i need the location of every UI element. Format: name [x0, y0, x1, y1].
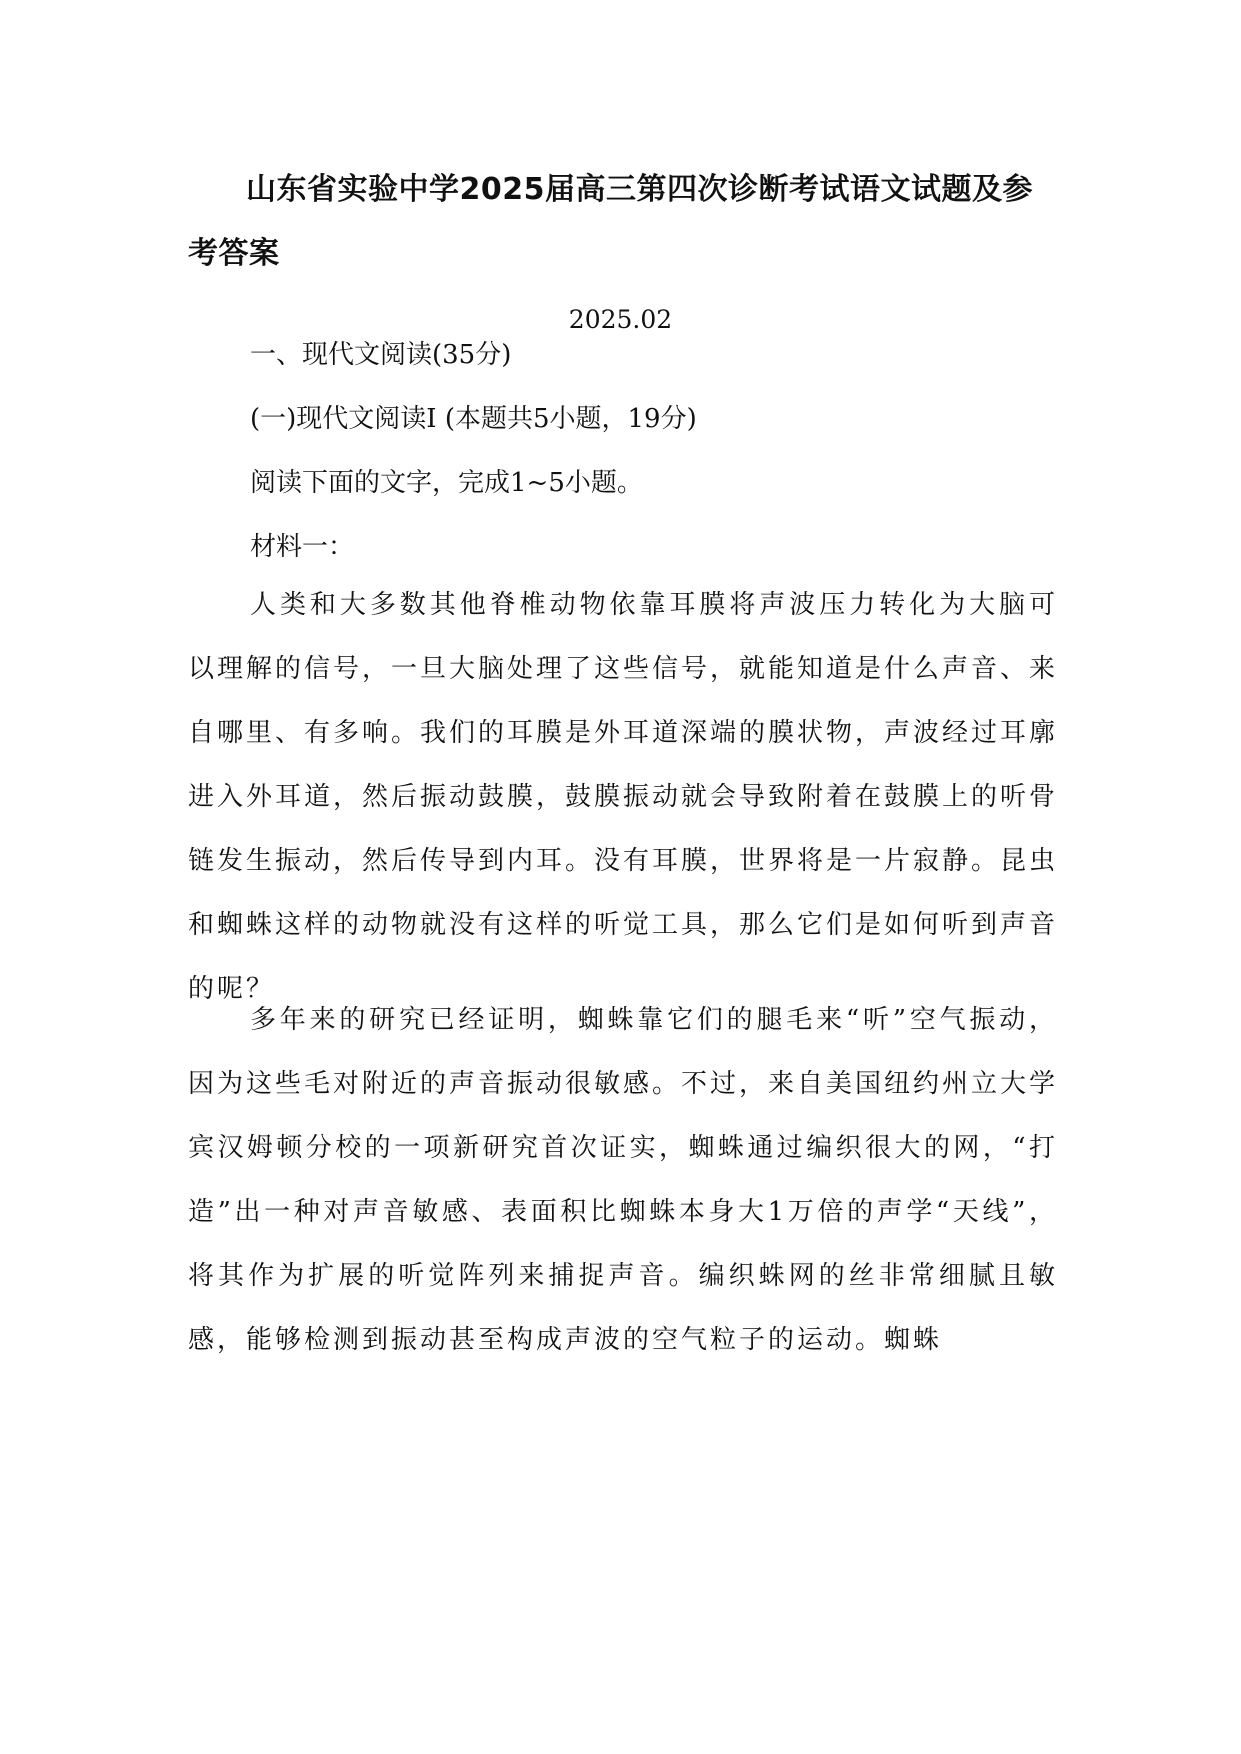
paragraph-2: 多年来的研究已经证明，蜘蛛靠它们的腿毛来“听”空气振动，因为这些毛对附近的声音振动很敏感。不过，来自美国纽约州立大学宾汉姆顿分校的一项新研究首次证实，蜘蛛通过编织很大的网，“打造”出一种对声音敏感、表面积比蜘蛛本身大1万倍的声学“天线”，将其作为扩展的听觉阵列来捕捉声音。编织蛛网的丝非常细腻且敏感，能够检测到振动甚至构成声波的空气粒子的运动。蜘蛛 [188, 1005, 1059, 1355]
document-date: 2025.02 [568, 305, 673, 334]
document-title: 山东省实验中学2025届高三第四次诊断考试语文试题及参考答案 [188, 172, 1033, 271]
reading-instruction: 阅读下面的文字，完成1~5小题。 [250, 468, 643, 498]
section-heading: 一、现代文阅读(35分) [250, 340, 512, 370]
subsection-heading: (一)现代文阅读Ⅰ (本题共5小题，19分) [250, 404, 697, 434]
paragraph-1: 人类和大多数其他脊椎动物依靠耳膜将声波压力转化为大脑可以理解的信号，一旦大脑处理了这些信号，就能知道是什么声音、来自哪里、有多响。我们的耳膜是外耳道深端的膜状物，声波经过耳廓进入外耳道，然后振动鼓膜，鼓膜振动就会导致附着在鼓膜上的听骨链发生振动，然后传导到内耳。没有耳膜，世界将是一片寂静。昆虫和蜘蛛这样的动物就没有这样的听觉工具，那么它们是如何听到声音的呢？ [188, 590, 1059, 1004]
material-label: 材料一： [250, 532, 355, 562]
